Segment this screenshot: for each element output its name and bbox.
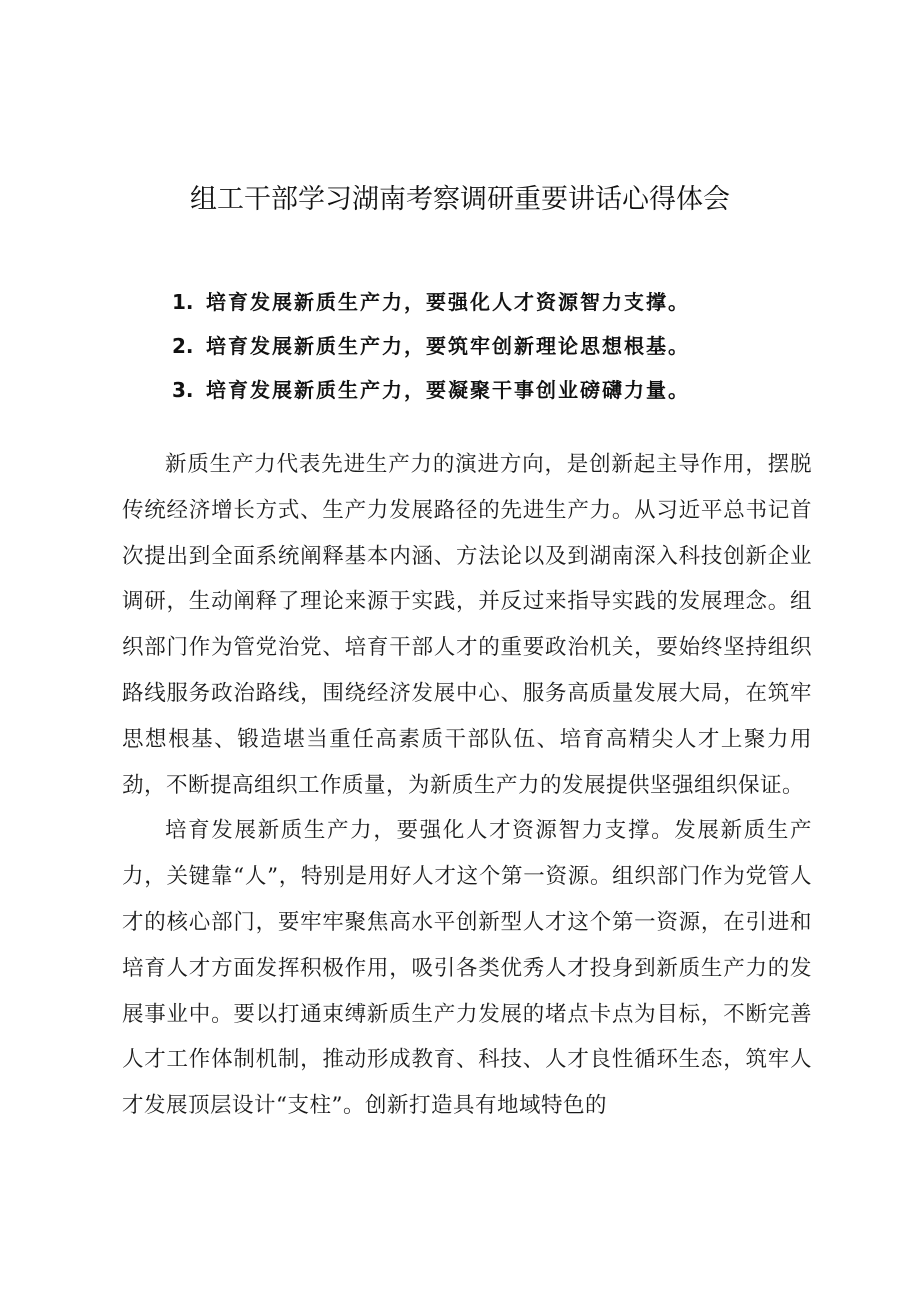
outline-item-number: 3. [172, 378, 194, 402]
outline-item-text: 培育发展新质生产力，要凝聚干事创业磅礴力量。 [206, 378, 690, 402]
document-title: 组工干部学习湖南考察调研重要讲话心得体会 [190, 184, 730, 215]
body-paragraph: 培育发展新质生产力，要强化人才资源智力支撑。发展新质生产力，关键靠“人”，特别是用好人才这个第一资源。组织部门作为党管人才的核心部门，要牢牢聚焦高水平创新型人才这个第一资源，在引进和培育人才方面发挥积极作用，吸引各类优秀人才投身到新质生产力的发展事业中。要以打通束缚新质生产力发展的堵点卡点为目标，不断完善人才工作体制机制，推动形成教育、科技、人才良性循环生态，筑牢人才发展顶层设计“支柱”。创新打造具有地域特色的 [122, 818, 812, 1119]
outline-list [172, 280, 812, 412]
outline-item [172, 280, 812, 324]
outline-item-number: 1. [172, 290, 194, 314]
outline-item-text: 培育发展新质生产力，要筑牢创新理论思想根基。 [206, 334, 690, 358]
outline-item [172, 324, 812, 368]
outline-item-number: 2. [172, 334, 194, 358]
body-paragraph: 新质生产力代表先进生产力的演进方向，是创新起主导作用，摆脱传统经济增长方式、生产力发展路径的先进生产力。从习近平总书记首次提出到全面系统阐释基本内涵、方法论以及到湖南深入科技创新企业调研，生动阐释了理论来源于实践，并反过来指导实践的发展理念。组织部门作为管党治党、培育干部人才的重要政治机关，要始终坚持组织路线服务政治路线，围绕经济发展中心、服务高质量发展大局，在筑牢思想根基、锻造堪当重任高素质干部队伍、培育高精尖人才上聚力用劲，不断提高组织工作质量，为新质生产力的发展提供坚强组织保证。 [122, 452, 812, 798]
outline-item [172, 368, 812, 412]
document-body [122, 442, 812, 1129]
outline-item-text: 培育发展新质生产力，要强化人才资源智力支撑。 [206, 290, 690, 314]
